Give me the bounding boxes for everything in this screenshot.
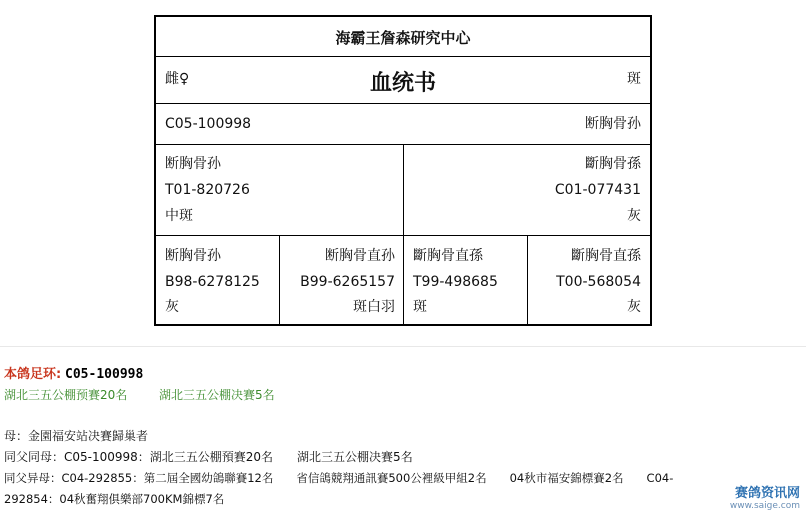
- bloodline-label: 断胸骨孙: [585, 116, 641, 132]
- watermark-url: www.saige.com: [729, 501, 800, 511]
- site-watermark: [730, 482, 800, 511]
- sire-dam-ring: B99-6265157: [300, 274, 395, 290]
- full-sibling-line: 同父同母：C05-100998：湖北三五公棚預賽20名 湖北三五公棚决賽5名: [4, 450, 413, 464]
- dam-dam-bloodline: 斷胸骨直孫: [571, 248, 641, 264]
- sex-label: 雌♀: [165, 71, 190, 87]
- results-line: [4, 388, 275, 402]
- ring-value: C05-100998: [65, 367, 144, 382]
- ring-info: [4, 367, 143, 382]
- result-item: 湖北三五公棚预賽20名: [4, 388, 128, 402]
- ring-label: 本鸽足环:: [4, 367, 62, 382]
- section-divider: [0, 346, 806, 347]
- dam-bloodline: 斷胸骨孫: [585, 156, 641, 172]
- color-label: 斑: [627, 71, 641, 87]
- result-item: 湖北三五公棚决賽5名: [158, 388, 275, 402]
- col-divider: [403, 144, 404, 324]
- dam-sire-color: 斑: [413, 299, 427, 315]
- half-sibling-line: 同父异母：C04-292855：第二屆全國幼鴿聯賽12名 省信鴿競翔通訊賽500公裡級甲組2名 04秋市福安錦標賽2名 C04-: [4, 471, 674, 485]
- dam-dam-color: 灰: [627, 299, 641, 315]
- pedigree-certificate: [154, 15, 652, 326]
- document-title: 血统书: [369, 71, 436, 96]
- dam-color: 灰: [627, 208, 641, 224]
- sire-sire-color: 灰: [165, 299, 179, 315]
- dam-sire-ring: T99-498685: [413, 274, 498, 290]
- sire-dam-color: 斑白羽: [353, 299, 395, 315]
- sire-bloodline: 断胸骨孙: [165, 156, 221, 172]
- watermark-brand: 赛鸽资讯网: [734, 486, 800, 501]
- col-divider: [279, 235, 280, 324]
- center-name: 海霸王詹森研究中心: [335, 29, 471, 47]
- ring-number: C05-100998: [165, 116, 252, 132]
- row-divider: [156, 56, 650, 57]
- dam-line: 母：金園福安站决賽歸巢者: [4, 429, 149, 443]
- sire-sire-bloodline: 断胸骨孙: [165, 248, 221, 264]
- col-divider: [527, 235, 528, 324]
- dam-sire-bloodline: 斷胸骨直孫: [413, 248, 483, 264]
- sire-ring: T01-820726: [165, 182, 250, 198]
- half-sibling-line-cont: 292854：04秋奮翔俱樂部700KM錦標7名: [4, 492, 225, 506]
- dam-dam-ring: T00-568054: [556, 274, 641, 290]
- sire-sire-ring: B98-6278125: [165, 274, 260, 290]
- dam-ring: C01-077431: [554, 182, 641, 198]
- sire-dam-bloodline: 断胸骨直孙: [325, 248, 395, 264]
- row-divider: [156, 103, 650, 104]
- sire-color: 中斑: [165, 208, 193, 224]
